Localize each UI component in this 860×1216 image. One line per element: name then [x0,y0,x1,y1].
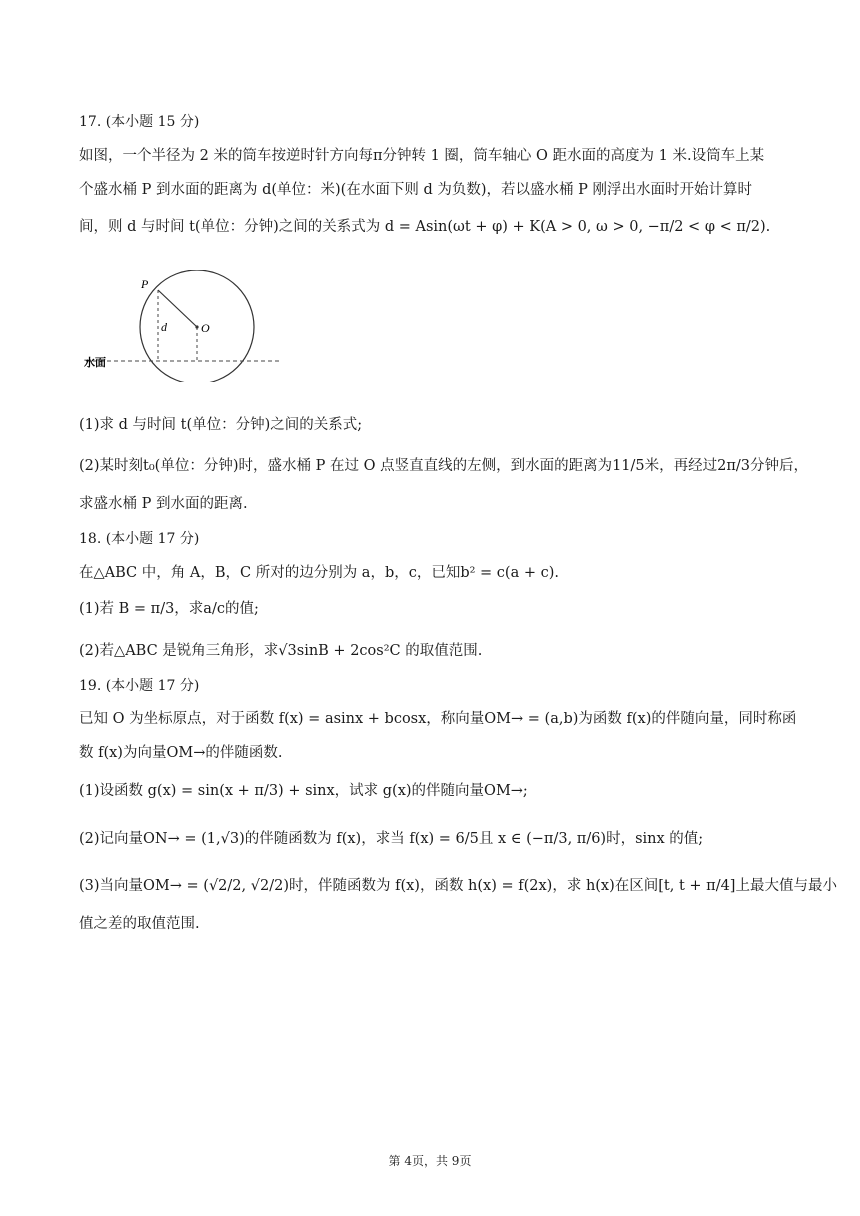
q17-stem-line-1: 如图，一个半径为 2 米的筒车按逆时针方向每π分钟转 1 圈，筒车轴心 O 距水面的高度为 1 米.设筒车上某 [79,148,765,164]
q19-sub2: (2)记向量ON→ = (1,√3)的伴随函数为 f(x)，求当 f(x) = 6/5且 x ∈ (−π/3, π/6)时，sinx 的值; [79,831,704,847]
q19-stem-line-1: 已知 O 为坐标原点，对于函数 f(x) = asinx + bcosx，称向量OM→ = (a,b)为函数 f(x)的伴随向量，同时称函 [79,711,797,727]
center-point [195,325,198,328]
label-p: P [141,277,149,291]
q17-sub1: (1)求 d 与时间 t(单位：分钟)之间的关系式; [79,417,363,433]
q17-stem-line-2: 个盛水桶 P 到水面的距离为 d(单位：米)(在水面下则 d 为负数)，若以盛水桶 P 刚浮出水面时开始计算时 [79,182,752,198]
q17-stem-line-3: 间，则 d 与时间 t(单位：分钟)之间的关系式为 d = Asin(ωt + φ) + K(A > 0, ω > 0, −π/2 < φ < π/2). [79,219,771,235]
q18-stem: 在△ABC 中，角 A，B，C 所对的边分别为 a，b，c，已知b² = c(a + c). [79,565,559,581]
q19-stem-line-2: 数 f(x)为向量OM→的伴随函数. [79,745,283,761]
q19-sub3-cont: 值之差的取值范围. [79,916,200,932]
q19-sub1: (1)设函数 g(x) = sin(x + π/3) + sinx，试求 g(x)的伴随向量OM→; [79,783,528,799]
label-d: d [161,320,167,334]
q17-sub2: (2)某时刻t₀(单位：分钟)时，盛水桶 P 在过 O 点竖直直线的左侧，到水面的距离为11/5米，再经过2π/3分钟后， [79,458,808,474]
label-o: O [201,321,210,335]
q19-header: 19. (本小题 17 分) [79,678,200,694]
q18-sub1: (1)若 B = π/3，求a/c的值; [79,601,259,617]
q17-sub2-cont: 求盛水桶 P 到水面的距离. [79,496,248,512]
page-footer: 第 4页，共 9页 [388,1154,472,1168]
q18-header: 18. (本小题 17 分) [79,531,200,547]
waterwheel-figure [80,270,290,382]
q18-sub2: (2)若△ABC 是锐角三角形，求√3sinB + 2cos²C 的取值范围. [79,643,483,659]
q17-header: 17. (本小题 15 分) [79,114,200,130]
label-water: 水面 [84,356,106,369]
q19-sub3: (3)当向量OM→ = (√2/2, √2/2)时，伴随函数为 f(x)，函数 h(x) = f(2x)，求 h(x)在区间[t, t + π/4]上最大值与最小 [79,878,837,894]
